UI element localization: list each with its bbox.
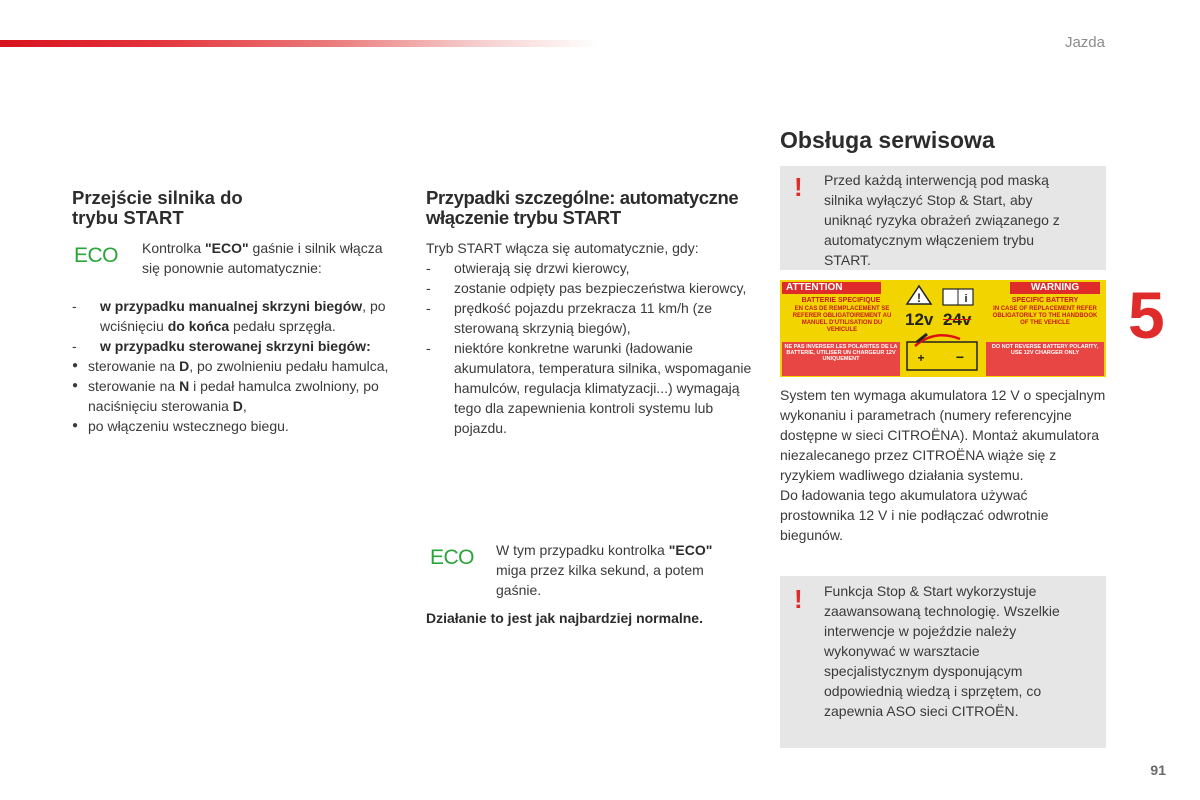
special-cases-list <box>426 258 756 438</box>
heading-maintenance: Obsługa serwisowa <box>780 127 995 153</box>
svg-text:i: i <box>964 293 968 305</box>
battery-warning-label-image <box>780 280 1106 377</box>
battery-pictogram <box>905 284 982 373</box>
label-right-title: SPECIFIC BATTERY <box>1011 297 1079 304</box>
eco-blink-note <box>428 540 738 628</box>
label-12v: 12v <box>905 310 934 329</box>
restart-conditions-list <box>72 296 402 436</box>
special-cases-intro: Tryb START włącza się automatycznie, gdy: <box>426 240 699 256</box>
list-item: - niektóre konkretne warunki (ładowanie akumulatora, temperatura silnika, wspomaganie hamulców, regulacja klimatyzacji...) wymagają tego dla zapewnienia kontroli systemu lub pojazdu. <box>426 338 756 438</box>
list-item: - w przypadku manualnej skrzyni biegów, po wciśnięciu do końca pedału sprzęgła. <box>72 296 402 336</box>
section-title: Jazda <box>1064 34 1105 51</box>
normal-operation-note: Działanie to jest jak najbardziej normalne. <box>426 610 703 626</box>
page-number: 91 <box>1150 762 1166 778</box>
eco-indicator-icon: ECO <box>74 244 119 267</box>
list-item: - w przypadku sterowanej skrzyni biegów: ● sterowanie na D, po zwolnieniu pedału hamulca, ● sterowanie na N i pedał hamulca zwolniony, po naciśnięciu sterowania D, ● po włączeniu wstecznego biegu. <box>72 336 402 436</box>
label-left-sub: EN CAS DE REMPLACEMENT SE REFERER OBLIGATOIREMENT AU MANUEL D'UTILISATION DU VEHICULE <box>792 306 892 333</box>
eco-blink-text: W tym przypadku kontrolka "ECO" miga przez kilka sekund, a potem gaśnie. <box>496 542 713 598</box>
eco-indicator-icon: ECO <box>430 546 475 569</box>
warning-box-1 <box>780 166 1106 270</box>
svg-text:+: + <box>917 351 925 365</box>
label-right-red: DO NOT REVERSE BATTERY POLARITY, USE 12V CHARGER ONLY <box>986 342 1104 376</box>
label-attention: ATTENTION <box>782 282 881 294</box>
sublist <box>72 356 402 436</box>
label-24v: 24v <box>943 310 972 329</box>
heading-line-1: Przejście silnika do <box>72 187 243 208</box>
label-warning: WARNING <box>1010 282 1100 294</box>
warning-box-2 <box>780 576 1106 748</box>
sublist-item: ● sterowanie na D, po zwolnieniu pedału hamulca, <box>72 356 402 376</box>
column-restart-engine <box>72 188 402 436</box>
svg-text:−: − <box>955 349 965 365</box>
exclamation-icon: ! <box>794 172 803 202</box>
svg-text:!: ! <box>917 291 921 305</box>
label-left-red: NE PAS INVERSER LES POLARITES DE LA BATTERIE, UTILISER UN CHARGEUR 12V UNIQUEMENT <box>782 342 900 376</box>
label-left-title: BATTERIE SPECIFIQUE <box>801 297 881 304</box>
battery-info-text: System ten wymaga akumulatora 12 V o specjalnym wykonaniu i parametrach (numery referencyjne dostępne w sieci CITROËNA). Montaż akumulatora niezalecanego przez CITROËNA wiąże się z ryzykiem wadliwego działania systemu. <box>780 387 1106 483</box>
sublist-item: ● sterowanie na N i pedał hamulca zwolniony, po naciśnięciu sterowania D, <box>72 376 402 416</box>
warning-text-2: Funkcja Stop & Start wykorzystuje zaawansowaną technologię. Wszelkie interwencje w pojeździe należy wykonywać w warsztacie specjalistycznym dysponującym odpowiednią wiedzą i sprzętem, co zapewnia ASO sieci CITROËN. <box>824 583 1060 719</box>
header-accent-bar <box>0 40 600 47</box>
label-right-sub: IN CASE OF REPLACEMENT REFER OBLIGATORILY TO THE HANDBOOK OF THE VEHICLE <box>992 306 1098 326</box>
warning-text-1: Przed każdą interwencją pod maską silnika wyłączyć Stop & Start, aby uniknąć ryzyka obrażeń związanego z automatycznym włączeniem trybu START. <box>824 172 1060 268</box>
sublist-item: ● po włączeniu wstecznego biegu. <box>72 416 402 436</box>
chapter-number: 5 <box>1128 278 1165 352</box>
list-item: - zostanie odpięty pas bezpieczeństwa kierowcy, <box>426 278 756 298</box>
heading-restart <box>72 188 402 228</box>
battery-charging-text: Do ładowania tego akumulatora używać prostownika 12 V i nie podłączać odwrotnie biegunów. <box>780 487 1049 543</box>
column-special-cases <box>426 188 756 438</box>
heading-special-cases: Przypadki szczególne: automatyczne włączenie trybu START <box>426 187 739 228</box>
exclamation-icon: ! <box>794 584 803 614</box>
eco-indicator-row <box>428 540 738 600</box>
list-item: - otwierają się drzwi kierowcy, <box>426 258 756 278</box>
battery-info <box>780 385 1106 545</box>
eco-indicator-row <box>72 238 402 278</box>
list-item: - prędkość pojazdu przekracza 11 km/h (ze sterowaną skrzynią biegów), <box>426 298 756 338</box>
heading-line-2: trybu START <box>72 207 184 228</box>
eco-indicator-text: Kontrolka "ECO" gaśnie i silnik włącza się ponownie automatycznie: <box>142 240 383 276</box>
